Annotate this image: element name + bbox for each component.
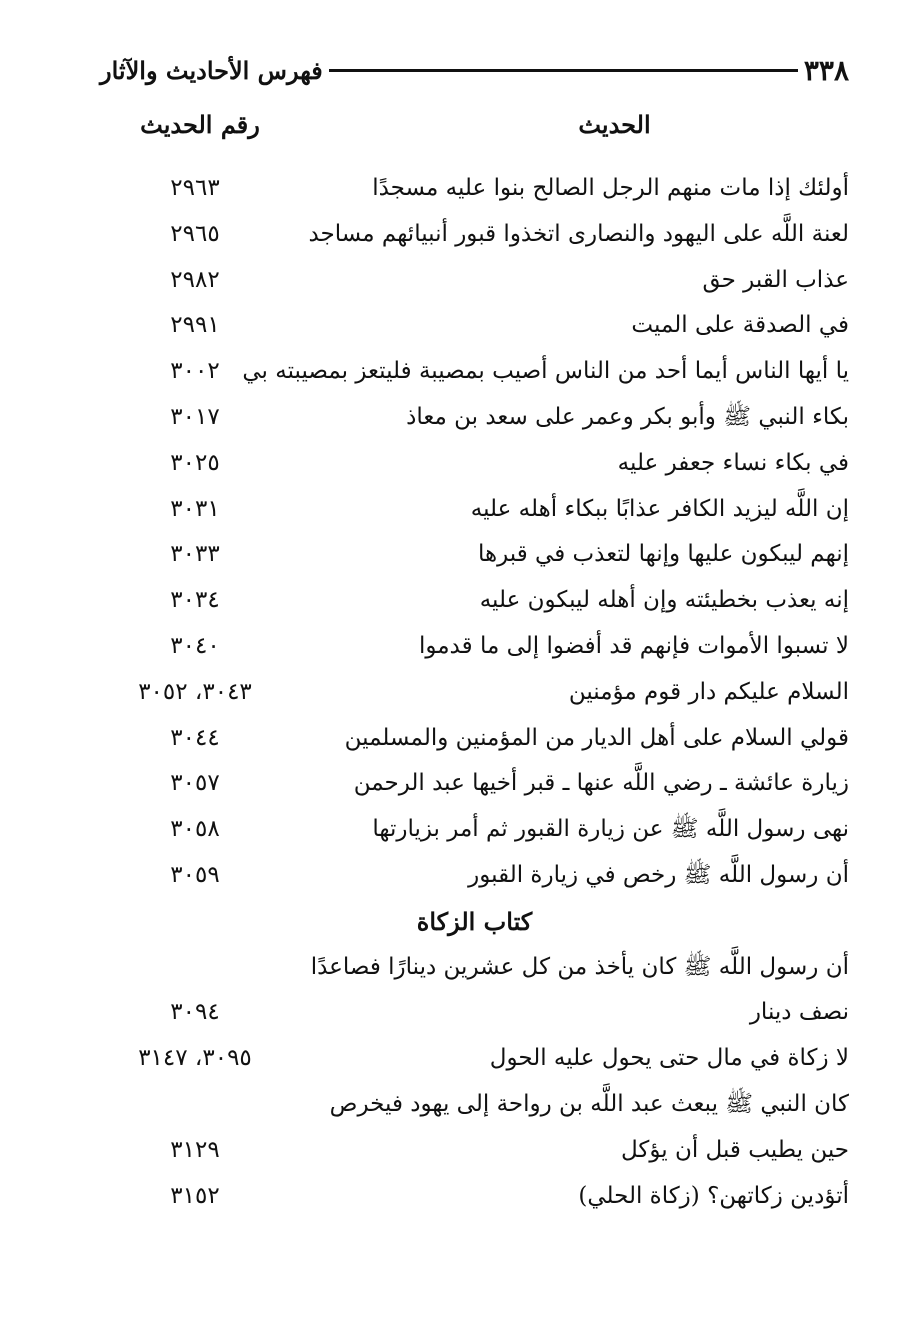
hadith-text: في الصدقة على الميت bbox=[631, 312, 849, 339]
index-entry bbox=[100, 166, 849, 212]
index-entry bbox=[100, 258, 849, 304]
hadith-number: ٣٠٤٠ bbox=[170, 632, 220, 659]
index-entry bbox=[100, 990, 849, 1036]
index-entry bbox=[100, 945, 849, 991]
hadith-text: إنه يعذب بخطيئته وإن أهله ليبكون عليه bbox=[479, 587, 849, 614]
hadith-number: ٣٠٣٤ bbox=[170, 587, 220, 614]
hadith-number: ٣٠٠٢ bbox=[170, 358, 220, 385]
hadith-text: السلام عليكم دار قوم مؤمنين bbox=[568, 678, 849, 705]
index-entry bbox=[100, 487, 849, 533]
index-entry bbox=[100, 212, 849, 258]
index-entry bbox=[100, 349, 849, 395]
hadith-number: ٣٠٥٧ bbox=[170, 770, 220, 797]
hadith-text: بكاء النبي ﷺ وأبو بكر وعمر على سعد بن معاذ bbox=[406, 403, 849, 430]
hadith-text: إن اللَّه ليزيد الكافر عذابًا ببكاء أهله عليه bbox=[470, 495, 849, 522]
hadith-number: ٣٠٤٣، ٣٠٥٢ bbox=[138, 678, 252, 705]
hadith-text: كان النبي ﷺ يبعث عبد اللَّه بن رواحة إلى يهود فيخرص bbox=[329, 1090, 849, 1117]
index-entry bbox=[100, 578, 849, 624]
hadith-text: قولي السلام على أهل الديار من المؤمنين والمسلمين bbox=[344, 724, 849, 751]
page-number: ٣٣٨ bbox=[803, 53, 849, 87]
index-entry bbox=[100, 624, 849, 670]
index-entry bbox=[100, 807, 849, 853]
index-entry bbox=[100, 1082, 849, 1128]
hadith-text: لا تسبوا الأموات فإنهم قد أفضوا إلى ما قدموا bbox=[418, 632, 849, 659]
hadith-number: ٢٩٩١ bbox=[170, 312, 220, 339]
hadith-number: ٢٩٨٢ bbox=[170, 266, 220, 293]
hadith-number: ٣١٢٩ bbox=[170, 1136, 220, 1163]
column-headings bbox=[100, 110, 849, 154]
header-rule bbox=[329, 69, 798, 72]
hadith-text: أن رسول اللَّه ﷺ كان يأخذ من كل عشرين دينارًا فصاعدًا bbox=[310, 953, 849, 980]
hadith-number: ٣٠٥٩ bbox=[170, 861, 220, 888]
hadith-number: ٢٩٦٥ bbox=[170, 220, 220, 247]
index-entry bbox=[100, 716, 849, 762]
hadith-text: إنهم ليبكون عليها وإنها لتعذب في قبرها bbox=[477, 541, 849, 568]
hadith-index-list bbox=[100, 166, 849, 1219]
hadith-text: حين يطيب قبل أن يؤكل bbox=[621, 1136, 849, 1163]
index-entry bbox=[100, 303, 849, 349]
hadith-number: ٣٠١٧ bbox=[170, 403, 220, 430]
running-header bbox=[100, 48, 849, 92]
header-title: فهرس الأحاديث والآثار bbox=[100, 55, 323, 85]
index-entry bbox=[100, 1036, 849, 1082]
index-entry bbox=[100, 761, 849, 807]
hadith-text: نصف دينار bbox=[749, 999, 849, 1026]
hadith-number: ٣٠٣٣ bbox=[170, 541, 220, 568]
hadith-text: يا أيها الناس أيما أحد من الناس أصيب بمصيبة فليتعز بمصيبته بي bbox=[242, 358, 849, 385]
hadith-text: أتؤدين زكاتهن؟ (زكاة الحلي) bbox=[578, 1182, 849, 1209]
hadith-text: زيارة عائشة ـ رضي اللَّه عنها ـ قبر أخيها عبد الرحمن bbox=[353, 770, 849, 797]
hadith-text: لعنة اللَّه على اليهود والنصارى اتخذوا قبور أنبيائهم مساجد bbox=[308, 220, 849, 247]
index-entry bbox=[100, 1128, 849, 1174]
hadith-number: ٣٠٤٤ bbox=[170, 724, 220, 751]
index-entry bbox=[100, 441, 849, 487]
index-entry bbox=[100, 1174, 849, 1220]
hadith-text: نهى رسول اللَّه ﷺ عن زيارة القبور ثم أمر بزيارتها bbox=[372, 816, 849, 843]
hadith-number: ٣٠٥٨ bbox=[170, 816, 220, 843]
hadith-text: لا زكاة في مال حتى يحول عليه الحول bbox=[489, 1045, 849, 1072]
index-entry bbox=[100, 853, 849, 899]
index-entry bbox=[100, 395, 849, 441]
index-entry bbox=[100, 532, 849, 578]
section-title: كتاب الزكاة bbox=[416, 906, 533, 936]
column-heading-hadith: الحديث bbox=[578, 110, 651, 139]
hadith-number: ٣٠٢٥ bbox=[170, 449, 220, 476]
hadith-text: في بكاء نساء جعفر عليه bbox=[617, 449, 849, 476]
hadith-text: عذاب القبر حق bbox=[702, 266, 849, 293]
column-heading-number: رقم الحديث bbox=[140, 110, 260, 139]
hadith-text: أن رسول اللَّه ﷺ رخص في زيارة القبور bbox=[468, 861, 849, 888]
index-entry bbox=[100, 670, 849, 716]
hadith-number: ٣٠٩٤ bbox=[170, 999, 220, 1026]
hadith-text: أولئك إذا مات منهم الرجل الصالح بنوا عليه مسجدًا bbox=[372, 175, 849, 201]
section-heading bbox=[100, 899, 849, 945]
hadith-number: ٣٠٣١ bbox=[170, 495, 220, 522]
hadith-number: ٢٩٦٣ bbox=[170, 175, 220, 201]
hadith-number: ٣٠٩٥، ٣١٤٧ bbox=[138, 1045, 252, 1072]
hadith-number: ٣١٥٢ bbox=[170, 1182, 220, 1209]
